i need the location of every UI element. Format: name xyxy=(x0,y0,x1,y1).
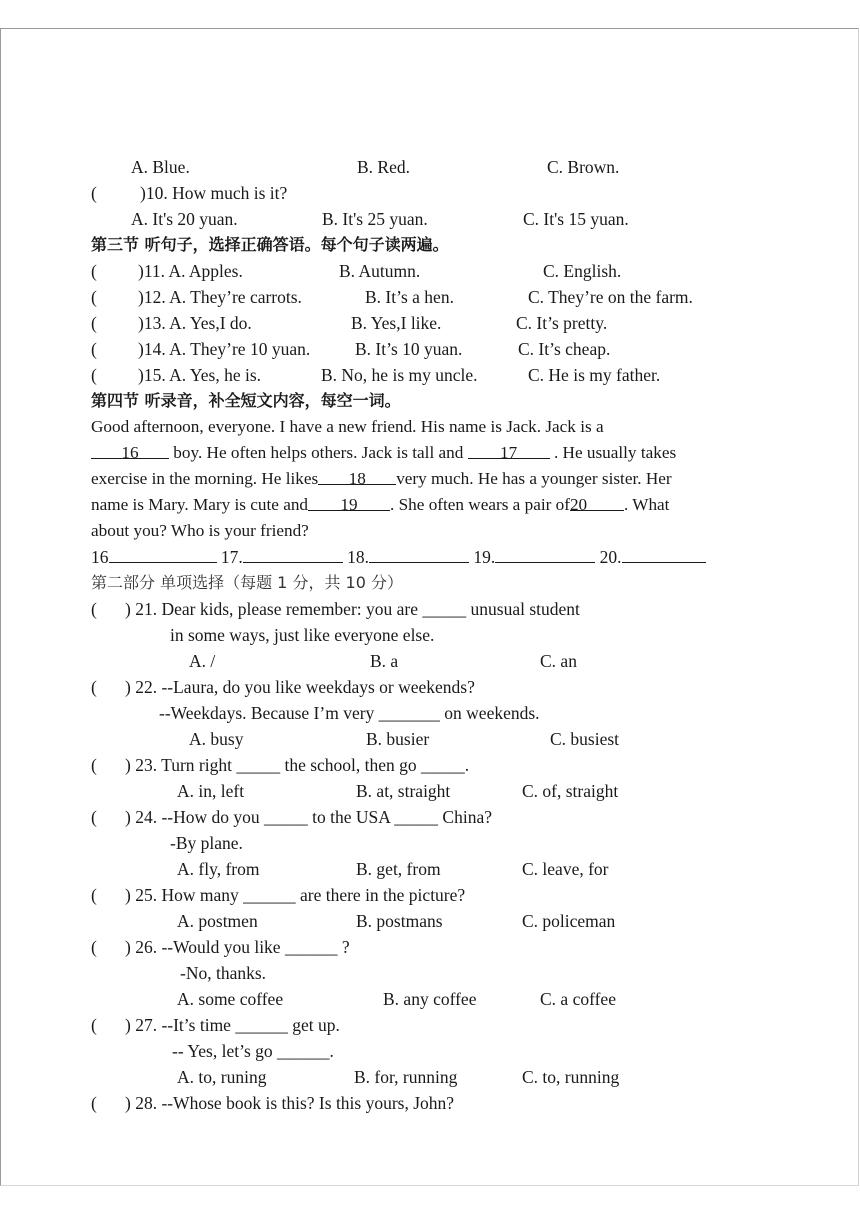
q24-stem-2: -By plane. xyxy=(170,833,243,853)
answer-paren: ( xyxy=(91,599,97,619)
answer-paren: ( xyxy=(91,1015,97,1035)
answer-paren: ( xyxy=(91,677,97,697)
passage-line-4-mid: . She often wears a pair of xyxy=(390,495,570,514)
q13-option-b: B. Yes,I like. xyxy=(351,313,442,333)
q24-stem: ) 24. --How do you _____ to the USA _____ China? xyxy=(125,807,492,827)
q11-stem: )11. A. Apples. xyxy=(138,261,243,281)
q21-stem-2: in some ways, just like everyone else. xyxy=(170,625,435,645)
blank-17 xyxy=(468,442,550,462)
passage-line-4-post: . What xyxy=(623,495,670,514)
q23-stem: ) 23. Turn right _____ the school, then go _____. xyxy=(125,755,470,775)
q24-option-b: B. get, from xyxy=(356,859,441,879)
q22-option-a: A. busy xyxy=(189,729,244,749)
answer-paren: ( xyxy=(91,1093,97,1113)
q25-option-c: C. policeman xyxy=(522,911,616,931)
passage-line-5: about you? Who is your friend? xyxy=(91,521,309,540)
q25-option-b: B. postmans xyxy=(356,911,443,931)
q25-option-a: A. postmen xyxy=(177,911,258,931)
passage-line-3-post: very much. He has a younger sister. Her xyxy=(396,469,672,488)
answer-label-16: 16 xyxy=(91,547,109,567)
section3-heading: 第三节 听句子，选择正确答语。每个句子读两遍。 xyxy=(91,235,449,254)
q22-option-c: C. busiest xyxy=(550,729,620,749)
q27-stem-2: -- Yes, let’s go ______. xyxy=(172,1041,334,1061)
q28-stem: ) 28. --Whose book is this? Is this yours, John? xyxy=(125,1093,455,1113)
q21-option-c: C. an xyxy=(540,651,577,671)
answer-blank-16[interactable] xyxy=(109,546,217,563)
answer-blank-18[interactable] xyxy=(369,546,469,563)
q12-option-c: C. They’re on the farm. xyxy=(528,287,693,307)
q14-option-b: B. It’s 10 yuan. xyxy=(355,339,463,359)
answer-paren: ( xyxy=(91,183,97,203)
q9-option-c: C. Brown. xyxy=(547,157,620,177)
q12-stem: )12. A. They’re carrots. xyxy=(138,287,302,307)
q23-option-b: B. at, straight xyxy=(356,781,451,801)
q23-option-a: A. in, left xyxy=(177,781,245,801)
answer-paren: ( xyxy=(91,365,97,385)
q15-stem: )15. A. Yes, he is. xyxy=(138,365,262,385)
answer-paren: ( xyxy=(91,807,97,827)
answer-paren: ( xyxy=(91,885,97,905)
q22-stem: ) 22. --Laura, do you like weekdays or weekends? xyxy=(125,677,475,697)
answer-paren: ( xyxy=(91,339,97,359)
q11-option-c: C. English. xyxy=(543,261,622,281)
q14-stem: )14. A. They’re 10 yuan. xyxy=(138,339,311,359)
q26-option-a: A. some coffee xyxy=(177,989,284,1009)
blank-18 xyxy=(318,468,396,488)
q26-stem: ) 26. --Would you like ______ ? xyxy=(125,937,350,957)
blank-17-value: 17 xyxy=(500,443,518,462)
q26-stem-2: -No, thanks. xyxy=(180,963,267,983)
passage-line-4-pre: name is Mary. Mary is cute and xyxy=(91,495,309,514)
q10-option-c: C. It's 15 yuan. xyxy=(523,209,629,229)
q11-option-b: B. Autumn. xyxy=(339,261,421,281)
q9-option-a: A. Blue. xyxy=(131,157,190,177)
answer-label-19: 19. xyxy=(473,547,496,567)
q10-option-a: A. It's 20 yuan. xyxy=(131,209,238,229)
passage-line-2 xyxy=(91,442,676,464)
q26-option-b: B. any coffee xyxy=(383,989,477,1009)
answer-line xyxy=(91,546,706,568)
passage-line-2-mid: boy. He often helps others. Jack is tall and xyxy=(169,443,468,462)
answer-label-17: 17. xyxy=(220,547,243,567)
passage-line-3 xyxy=(91,468,672,490)
q12-option-b: B. It’s a hen. xyxy=(365,287,454,307)
q13-stem: )13. A. Yes,I do. xyxy=(138,313,252,333)
blank-20 xyxy=(569,494,624,514)
answer-paren: ( xyxy=(91,261,97,281)
q13-option-c: C. It’s pretty. xyxy=(516,313,608,333)
passage-line-2-post: . He usually takes xyxy=(549,443,677,462)
answer-label-20: 20. xyxy=(599,547,622,567)
answer-paren: ( xyxy=(91,313,97,333)
q27-option-b: B. for, running xyxy=(354,1067,458,1087)
answer-paren: ( xyxy=(91,287,97,307)
q26-option-c: C. a coffee xyxy=(540,989,616,1009)
answer-paren: ( xyxy=(91,937,97,957)
q15-option-c: C. He is my father. xyxy=(528,365,661,385)
answer-blank-20[interactable] xyxy=(622,546,706,563)
q14-option-c: C. It’s cheap. xyxy=(518,339,611,359)
q10-stem: )10. How much is it? xyxy=(140,183,288,203)
blank-19-value: 19 xyxy=(340,495,358,514)
q9-option-b: B. Red. xyxy=(357,157,410,177)
blank-18-value: 18 xyxy=(348,469,366,488)
q24-option-a: A. fly, from xyxy=(177,859,260,879)
passage-line-3-pre: exercise in the morning. He likes xyxy=(91,469,319,488)
answer-paren: ( xyxy=(91,755,97,775)
section4-heading: 第四节 听录音，补全短文内容，每空一词。 xyxy=(91,391,401,410)
answer-label-18: 18. xyxy=(347,547,369,567)
blank-16-value: 16 xyxy=(121,443,139,462)
blank-20-value: 20 xyxy=(569,495,588,514)
answer-blank-17[interactable] xyxy=(243,546,343,563)
q27-option-a: A. to, runing xyxy=(177,1067,267,1087)
answer-blank-19[interactable] xyxy=(495,546,595,563)
q25-stem: ) 25. How many ______ are there in the picture? xyxy=(125,885,466,905)
q21-option-b: B. a xyxy=(370,651,399,671)
q27-option-c: C. to, running xyxy=(522,1067,620,1087)
q23-option-c: C. of, straight xyxy=(522,781,619,801)
q21-stem: ) 21. Dear kids, please remember: you are _____ unusual student xyxy=(125,599,580,619)
q22-option-b: B. busier xyxy=(366,729,430,749)
q21-option-a: A. / xyxy=(189,651,216,671)
passage-line-4 xyxy=(91,494,669,516)
q22-stem-2: --Weekdays. Because I’m very _______ on weekends. xyxy=(159,703,540,723)
blank-19 xyxy=(308,494,390,514)
q27-stem: ) 27. --It’s time ______ get up. xyxy=(125,1015,340,1035)
blank-16 xyxy=(91,442,169,462)
q15-option-b: B. No, he is my uncle. xyxy=(321,365,478,385)
q10-option-b: B. It's 25 yuan. xyxy=(322,209,428,229)
passage-line-1: Good afternoon, everyone. I have a new friend. His name is Jack. Jack is a xyxy=(91,417,604,436)
part2-heading: 第二部分 单项选择（每题 1 分，共 10 分） xyxy=(91,573,403,592)
q24-option-c: C. leave, for xyxy=(522,859,609,879)
